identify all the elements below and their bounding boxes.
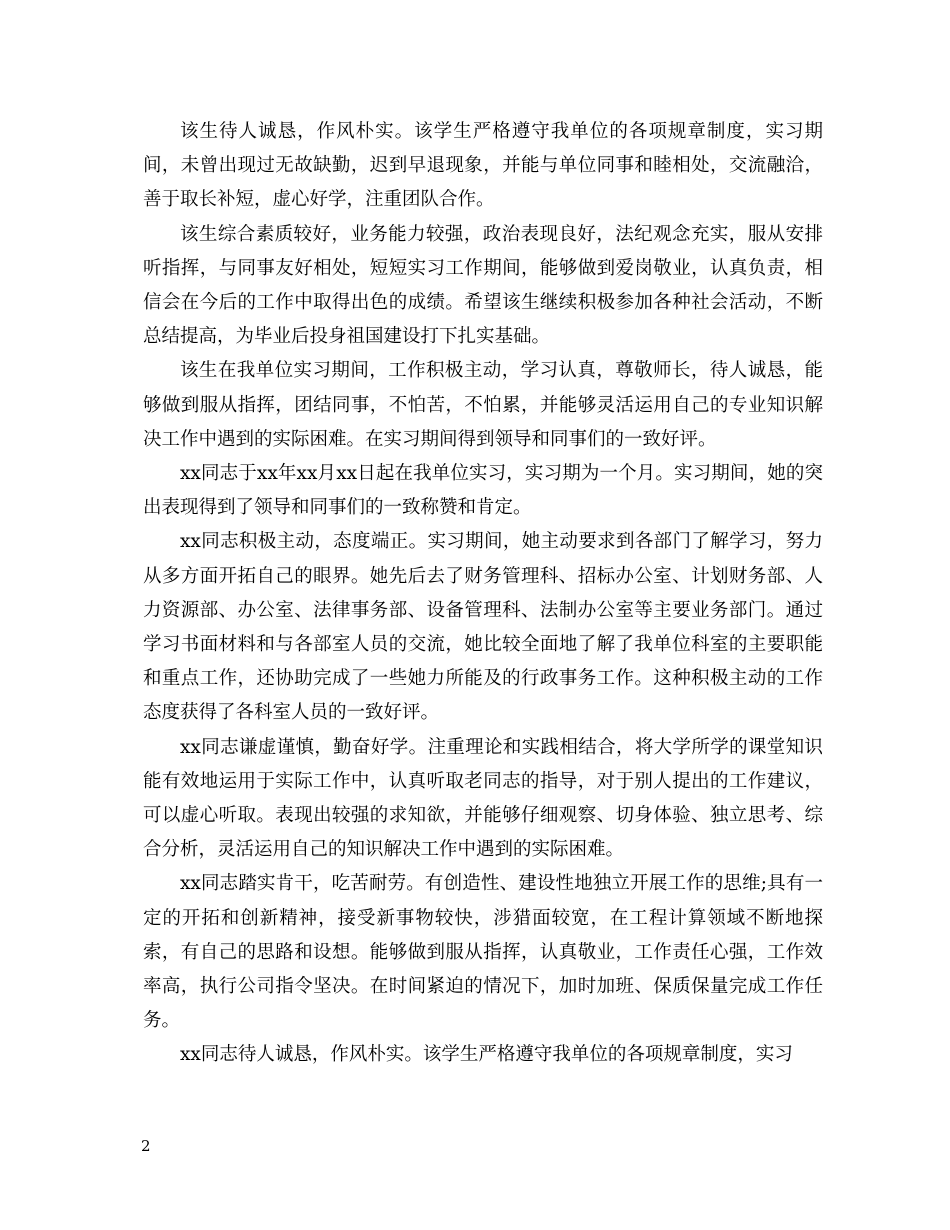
document-body [143,115,823,1073]
paragraph-3: 该生在我单位实习期间，工作积极主动，学习认真，尊敬师长，待人诚恳，能够做到服从指挥，团结同事，不怕苦，不怕累，并能够灵活运用自己的专业知识解决工作中遇到的实际困难。在实习期间得到领导和同事们的一致好评。 [143,360,823,450]
paragraph-1: 该生待人诚恳，作风朴实。该学生严格遵守我单位的各项规章制度，实习期间，未曾出现过无故缺勤，迟到早退现象，并能与单位同事和睦相处，交流融洽，善于取长补短，虚心好学，注重团队合作。 [143,121,823,211]
paragraph-8: xx同志待人诚恳，作风朴实。该学生严格遵守我单位的各项规章制度，实习 [180,1044,793,1066]
paragraph-2: 该生综合素质较好，业务能力较强，政治表现良好，法纪观念充实，服从安排听指挥，与同事友好相处，短短实习工作期间，能够做到爱岗敬业，认真负责，相信会在今后的工作中取得出色的成绩。希望该生继续积极参加各种社会活动，不断总结提高，为毕业后投身祖国建设打下扎实基础。 [143,223,823,348]
page-number: 2 [141,1137,151,1155]
paragraph-6: xx同志谦虚谨慎，勤奋好学。注重理论和实践相结合，将大学所学的课堂知识能有效地运用于实际工作中，认真听取老同志的指导，对于别人提出的工作建议，可以虚心听取。表现出较强的求知欲，并能够仔细观察、切身体验、独立思考、综合分析，灵活运用自己的知识解决工作中遇到的实际困难。 [143,736,823,861]
paragraph-4: xx同志于xx年xx月xx日起在我单位实习，实习期为一个月。实习期间，她的突出表现得到了领导和同事们的一致称赞和肯定。 [143,463,823,519]
paragraph-7: xx同志踏实肯干，吃苦耐劳。有创造性、建设性地独立开展工作的思维;具有一定的开拓和创新精神，接受新事物较快，涉猎面较宽，在工程计算领域不断地探索，有自己的思路和设想。能够做到服从指挥，认真敬业，工作责任心强，工作效率高，执行公司指令坚决。在时间紧迫的情况下，加时加班、保质保量完成工作任务。 [143,873,823,1032]
paragraph-5: xx同志积极主动，态度端正。实习期间，她主动要求到各部门了解学习，努力从多方面开拓自己的眼界。她先后去了财务管理科、招标办公室、计划财务部、人力资源部、办公室、法律事务部、设备管理科、法制办公室等主要业务部门。通过学习书面材料和与各部室人员的交流，她比较全面地了解了我单位科室的主要职能和重点工作，还协助完成了一些她力所能及的行政事务工作。这种积极主动的工作态度获得了各科室人员的一致好评。 [143,531,823,724]
